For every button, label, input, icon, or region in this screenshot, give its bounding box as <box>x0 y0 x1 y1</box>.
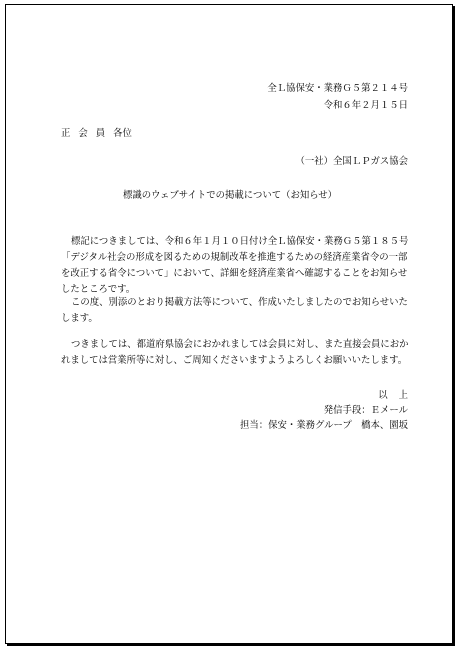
body-paragraph-1: 標記につきましては、令和６年１月１０日付け全Ｌ協保安・業務Ｇ５第１８５号「デジタル社会の形成を図るための規制改革を推進するための経済産業省令の一部を改正する省令について」において、詳細を経済産業省へ確認することをお知らせしたところです。 <box>61 236 409 295</box>
recipient: 正 会 員 各位 <box>61 128 132 139</box>
delivery-method: 発信手段：Ｅメール <box>323 405 408 416</box>
sender-organization: （一社）全国ＬＰガス協会 <box>295 156 408 167</box>
document-page <box>5 4 453 644</box>
body-paragraph-2: この度、別添のとおり掲載方法等について、作成いたしましたのでお知らせいたします。 <box>61 297 408 324</box>
body-paragraph-3: つきましては、都道府県協会におかれましては会員に対し、また直接会員におかれましては営業所等に対し、ご周知くださいますようよろしくお願いいたします。 <box>61 339 409 366</box>
issue-date: 令和６年２月１５日 <box>323 100 408 111</box>
document-number: 全Ｌ協保安・業務Ｇ５第２１４号 <box>267 83 408 94</box>
document-title: 標識のウェブサイトでの掲載について（お知らせ） <box>122 190 338 201</box>
contact-person: 担当：保安・業務グループ 橋本、園坂 <box>239 420 408 431</box>
closing: 以 上 <box>378 390 408 401</box>
